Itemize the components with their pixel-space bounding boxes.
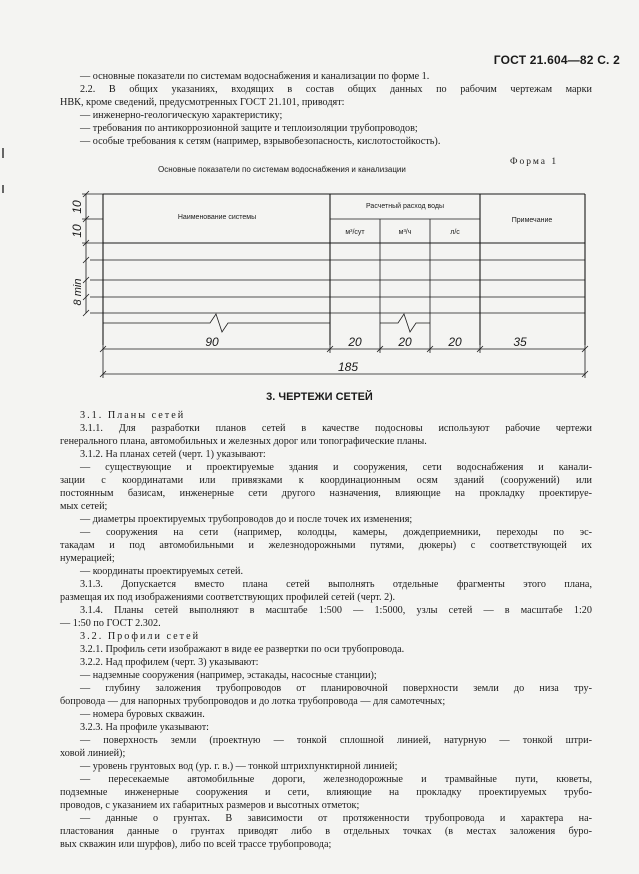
text-line: — координаты проектируемых сетей.: [80, 566, 244, 577]
col-name-label: Наименование системы: [177, 214, 257, 221]
subsection-heading: 3.1. Планы сетей: [80, 410, 186, 421]
text-line: мых сетей;: [60, 501, 108, 512]
text-line: — диаметры проектируемых трубопроводов до и после точек их изменения;: [80, 514, 413, 525]
form-number: Форма 1: [510, 157, 559, 167]
text-line: нумерацией;: [60, 553, 115, 564]
text-line: вых скважин или шурфов), либо по всей трассе трубопровода;: [60, 839, 332, 850]
dim-90: 90: [205, 335, 219, 349]
dim-35: 35: [513, 335, 527, 349]
text-line: — поверхность земли (проектную — тонкой сплошной линией, натурную — тонкой штри-: [80, 735, 592, 746]
dim-185: 185: [337, 360, 359, 374]
text-line: пластования данные о грунтах приводят либо в отдельных точках (в местах заложения буро-: [60, 826, 592, 837]
text-line: НВК, кроме сведений, предусмотренных ГОСТ 21.101, приводят:: [60, 97, 345, 108]
text-line: 3.1.4. Планы сетей выполняют в масштабе 1:500 — 1:5000, узлы сетей — в масштабе 1:20: [80, 605, 592, 616]
text-line: — глубину заложения трубопроводов от планировочной поверхности земли до низа тру-: [80, 683, 592, 694]
form-caption: Основные показатели по системам водоснабжения и канализации: [158, 165, 406, 174]
text-line: — существующие и проектируемые здания и сооружения, сети водоснабжения и канали-: [80, 462, 592, 473]
text-line: проводов, с указанием их габаритных размеров и высотных отметок;: [60, 800, 360, 811]
dim-20c: 20: [448, 335, 462, 349]
text-line: такадам и под автомобильными и железнодорожными путями, дюкеры) с соответствующей их: [60, 540, 592, 551]
section-title: 3. ЧЕРТЕЖИ СЕТЕЙ: [266, 391, 373, 403]
text-line: зации с координатами или привязками к координационным осям зданий (сооружений) или: [60, 475, 592, 486]
text-line: 3.1.2. На планах сетей (черт. 1) указывают:: [80, 449, 266, 460]
text-line: 2.2. В общих указаниях, входящих в состав общих данных по рабочим чертежам марки: [80, 84, 592, 95]
text-line: — надземные сооружения (например, эстакады, насосные станции);: [80, 670, 377, 681]
dim-8min: 8 min: [72, 278, 84, 306]
text-line: — особые требования к сетям (например, взрывобезопасность, кислотостойкость).: [80, 136, 441, 147]
text-line: — данные о грунтах. В зависимости от протяженности трубопровода и характера на-: [80, 813, 592, 824]
text-line: — пересекаемые автомобильные дороги, железнодорожные и трамвайные пути, кюветы,: [80, 774, 592, 785]
text-line: — номера буровых скважин.: [80, 709, 205, 720]
dim-20a: 20: [348, 335, 362, 349]
text-line: ховой линией);: [60, 748, 126, 759]
dim-10b: 10: [70, 224, 84, 238]
text-line: генерального плана, автомобильных и железных дорог или топографические планы.: [60, 436, 427, 447]
col-flow-label: Расчетный расход воды: [366, 203, 444, 210]
page-header: ГОСТ 21.604—82 С. 2: [493, 53, 620, 67]
text-line: — 1:50 по ГОСТ 2.302.: [60, 618, 161, 629]
dim-20b: 20: [398, 335, 412, 349]
text-line: 3.2.1. Профиль сети изображают в виде ее развертки по оси трубопровода.: [80, 644, 405, 655]
text-line: — уровень грунтовых вод (ур. г. в.) — тонкой штрихпунктирной линией;: [80, 761, 398, 772]
text-line: — требования по антикоррозионной защите и теплоизоляции трубопроводов;: [80, 123, 418, 134]
text-line: 3.2.3. На профиле указывают:: [80, 722, 209, 733]
text-line: — основные показатели по системам водоснабжения и канализации по форме 1.: [80, 71, 430, 82]
col-m3day-label: м³/сут: [345, 229, 365, 236]
text-line: постоянным базисам, инженерные сети другого назначения, влияющие на прокладку проектируе-: [60, 488, 592, 499]
text-line: подземные инженерные сооружения и сети, влияющие на прокладку проектируемых трубо-: [60, 787, 592, 798]
text-line: 3.1.1. Для разработки планов сетей в качестве подосновы используют рабочие чертежи: [80, 423, 592, 434]
dim-10a: 10: [70, 200, 84, 214]
subsection-heading: 3.2. Профили сетей: [80, 631, 201, 642]
text-line: размещая их под изображениями соответствующих профилей сетей (черт. 2).: [60, 592, 396, 603]
col-m3h-label: м³/ч: [398, 229, 412, 236]
text-line: 3.2.2. Над профилем (черт. 3) указывают:: [80, 657, 259, 668]
text-line: — сооружения на сети (например, колодцы, камеры, дождеприемники, переходы по эс-: [80, 527, 592, 538]
text-line: бопровода — для напорных трубопроводов и до лотка трубопровода — для самотечных;: [60, 696, 446, 707]
text-line: — инженерно-геологическую характеристику;: [80, 110, 283, 121]
text-line: 3.1.3. Допускается вместо плана сетей выполнять отдельные фрагменты этого плана,: [80, 579, 592, 590]
col-ls-label: л/с: [450, 229, 460, 236]
col-note-label: Примечание: [511, 217, 553, 224]
